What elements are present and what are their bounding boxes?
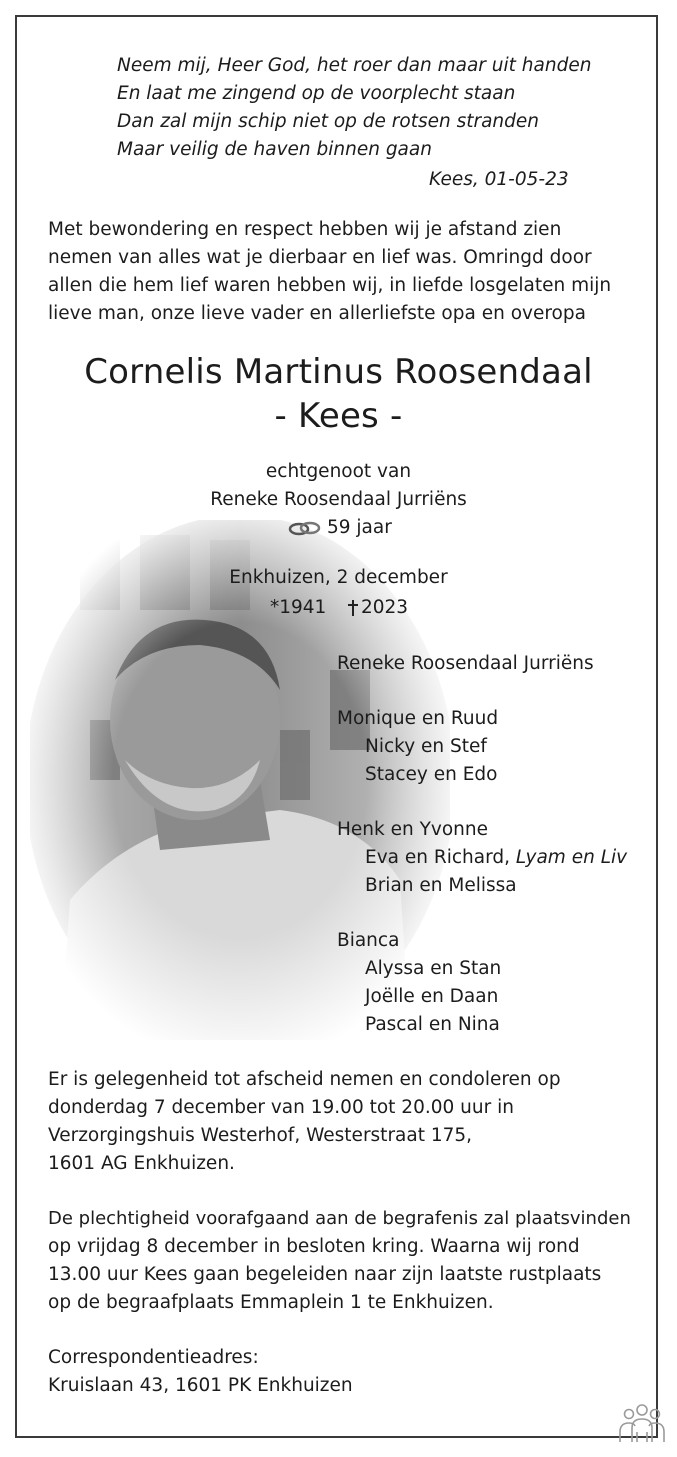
family-great-grandchildren: Lyam en Liv bbox=[515, 847, 628, 868]
ceremony-line: 13.00 uur Kees gaan begeleiden naar zijn laatste rustplaats bbox=[48, 1264, 602, 1285]
ceremony-line: op de begraafplaats Emmaplein 1 te Enkhuizen. bbox=[48, 1292, 494, 1313]
intro-line: allen die hem lief waren hebben wij, in liefde losgelaten mijn bbox=[48, 275, 612, 296]
family-child: Joëlle en Daan bbox=[365, 986, 499, 1007]
family-parents: Bianca bbox=[337, 930, 400, 951]
birth-year: *1941 bbox=[270, 597, 327, 618]
family-spouse: Reneke Roosendaal Jurriëns bbox=[337, 653, 594, 674]
cross-icon bbox=[348, 600, 358, 616]
condolence-line: 1601 AG Enkhuizen. bbox=[48, 1153, 235, 1174]
condolence-line: Verzorgingshuis Westerhof, Westerstraat 175, bbox=[48, 1125, 473, 1146]
marriage-years: 59 jaar bbox=[327, 517, 392, 538]
family-child-row bbox=[365, 844, 627, 872]
condolence-line: donderdag 7 december van 19.00 tot 20.00 uur in bbox=[48, 1097, 514, 1118]
spouse-name: Reneke Roosendaal Jurriëns bbox=[210, 489, 467, 510]
death-year: 2023 bbox=[361, 597, 409, 618]
family-parents: Monique en Ruud bbox=[337, 708, 499, 729]
wedding-rings-icon bbox=[287, 519, 323, 537]
poem-line: Neem mij, Heer God, het roer dan maar uit handen bbox=[117, 55, 592, 76]
poem-signature: Kees, 01-05-23 bbox=[429, 169, 569, 190]
family-child: Brian en Melissa bbox=[365, 875, 517, 896]
correspondence-label: Correspondentieadres: bbox=[48, 1347, 259, 1368]
poem-line: Maar veilig de haven binnen gaan bbox=[117, 139, 432, 160]
poem-line: En laat me zingend op de voorplecht staan bbox=[117, 83, 516, 104]
people-logo-icon bbox=[618, 1402, 666, 1444]
intro-line: Met bewondering en respect hebben wij je afstand zien bbox=[48, 219, 562, 240]
family-child: Stacey en Edo bbox=[365, 764, 498, 785]
intro-line: nemen van alles wat je dierbaar en lief was. Omringd door bbox=[48, 247, 592, 268]
family-parents: Henk en Yvonne bbox=[337, 819, 488, 840]
condolence-line: Er is gelegenheid tot afscheid nemen en condoleren op bbox=[48, 1069, 561, 1090]
family-child: Nicky en Stef bbox=[365, 736, 487, 757]
deceased-full-name: Cornelis Martinus Roosendaal bbox=[84, 352, 593, 392]
ceremony-line: op vrijdag 8 december in besloten kring. Waarna wij rond bbox=[48, 1236, 580, 1257]
family-child: Eva en Richard, bbox=[365, 847, 510, 868]
family-child: Alyssa en Stan bbox=[365, 958, 502, 979]
ceremony-line: De plechtigheid voorafgaand aan de begrafenis zal plaatsvinden bbox=[48, 1208, 631, 1229]
family-child: Pascal en Nina bbox=[365, 1014, 500, 1035]
place-date: Enkhuizen, 2 december bbox=[229, 567, 448, 588]
deceased-nickname: - Kees - bbox=[274, 396, 403, 436]
poem-line: Dan zal mijn schip niet op de rotsen stranden bbox=[117, 111, 540, 132]
correspondence-address: Kruislaan 43, 1601 PK Enkhuizen bbox=[48, 1375, 353, 1396]
marriage-duration bbox=[287, 514, 392, 542]
intro-line: lieve man, onze lieve vader en allerliefste opa en overopa bbox=[48, 303, 586, 324]
spouse-label: echtgenoot van bbox=[265, 461, 412, 482]
death-year-group bbox=[348, 594, 408, 622]
